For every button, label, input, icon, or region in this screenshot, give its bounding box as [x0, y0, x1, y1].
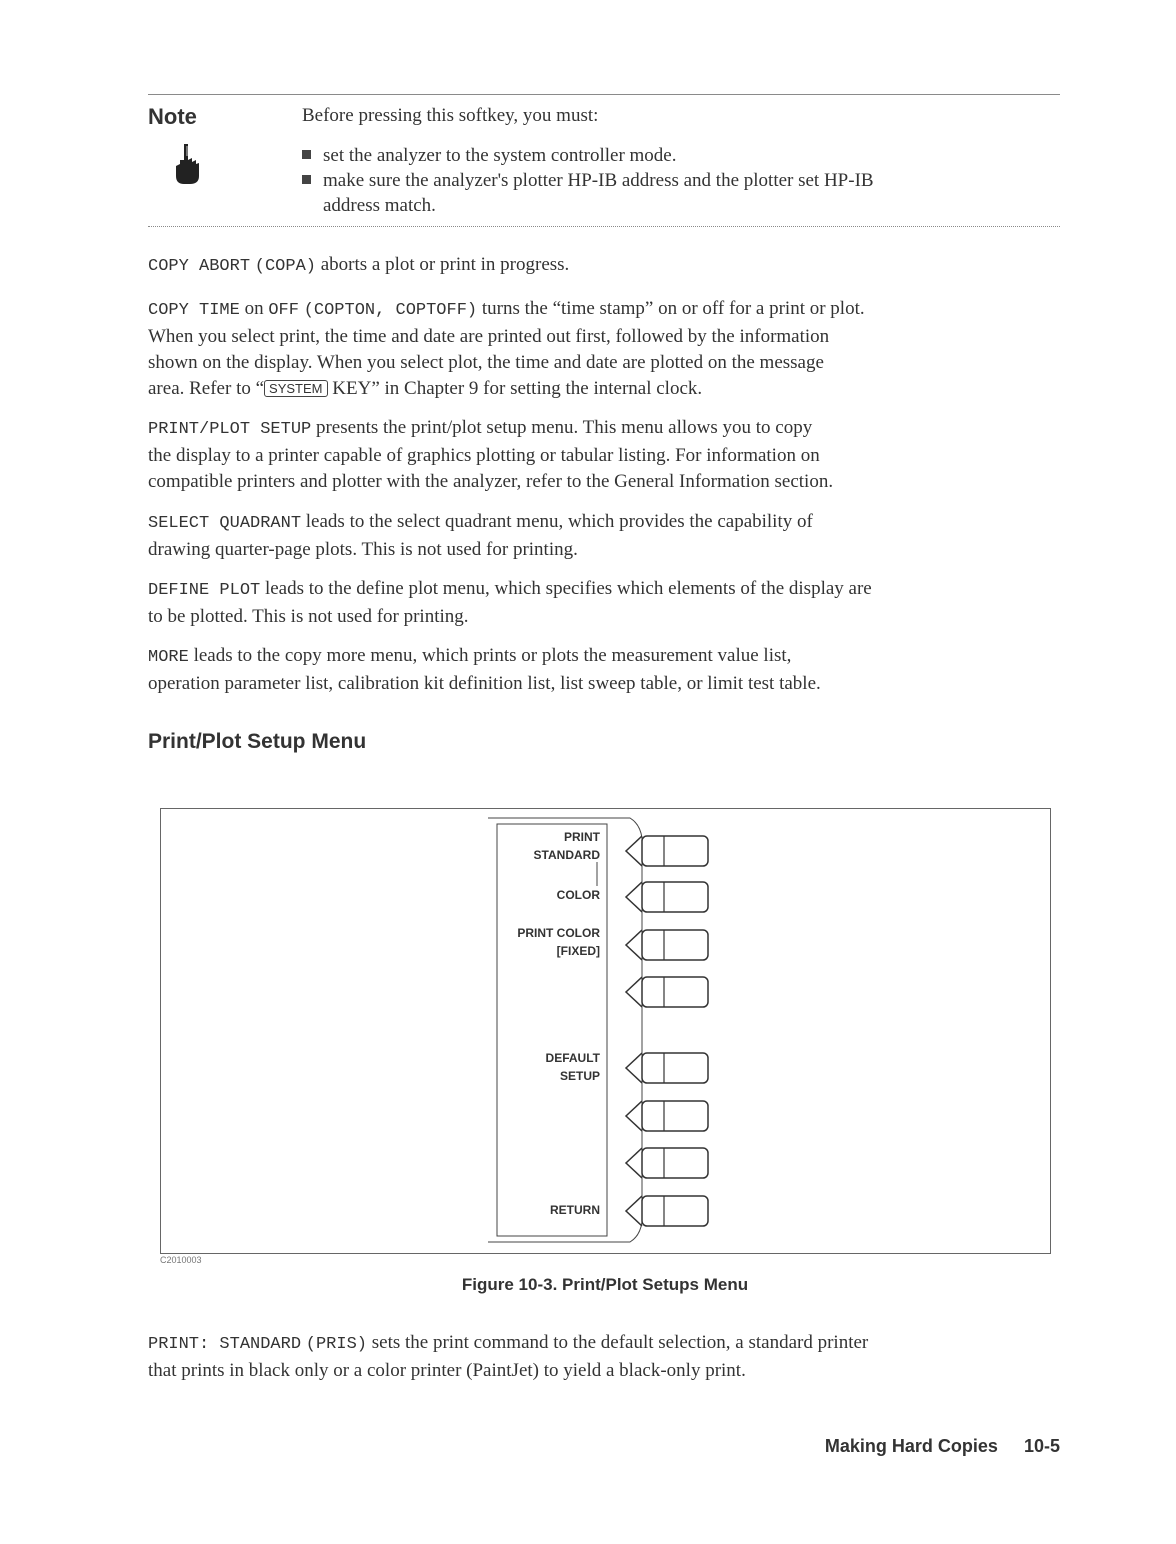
note-label: Note: [148, 104, 197, 129]
softkey-define-plot: DEFINE PLOT: [148, 581, 261, 600]
figure-id: C2010003: [160, 1255, 202, 1265]
figure-caption: Figure 10-3. Print/Plot Setups Menu: [461, 1275, 749, 1294]
print-plot-setup-line-1: presents the print/plot setup menu. This menu allows you to copy: [315, 417, 813, 438]
softkey-row-1: [620, 834, 712, 868]
para-copy-time: [148, 296, 865, 402]
section-heading: Print/Plot Setup Menu: [148, 730, 367, 753]
softkey-label-default: DEFAULT: [545, 1051, 600, 1065]
note-intro: Before pressing this softkey, you must:: [302, 105, 599, 126]
print-plot-setup-line-3: compatible printers and plotter with the analyzer, refer to the General Information section.: [148, 471, 834, 492]
softkey-menu-diagram: [480, 814, 730, 1246]
system-keycap: SYSTEM: [264, 380, 327, 397]
softkey-label-fixed: [FIXED]: [556, 944, 600, 958]
footer-page-number: 10-5: [1023, 1436, 1060, 1456]
softkey-more: MORE: [148, 648, 189, 667]
softkey-row-2: [620, 880, 712, 914]
note-top-rule: [148, 94, 1060, 95]
softkey-print-standard: PRINT: STANDARD: [148, 1335, 302, 1354]
copy-time-on: on: [244, 298, 264, 319]
define-plot-line-1: leads to the define plot menu, which specifies which elements of the display are: [264, 578, 872, 599]
copy-time-line-4a: area. Refer to “: [148, 378, 265, 399]
softkey-label-color: COLOR: [556, 888, 600, 902]
cmd-pris: (PRIS): [305, 1335, 367, 1354]
note-bullet-1: [302, 143, 677, 169]
para-define-plot: [148, 576, 872, 630]
para-copy-abort: [148, 252, 569, 280]
more-line-2: operation parameter list, calibration kit definition list, list sweep table, or limit test table.: [148, 673, 821, 694]
softkey-label-standard: STANDARD: [533, 848, 600, 862]
softkey-label-return: RETURN: [550, 1203, 600, 1217]
para-print-plot-setup: [148, 415, 833, 495]
softkey-copy-abort: COPY ABORT: [148, 257, 251, 276]
copy-abort-desc: aborts a plot or print in progress.: [320, 254, 570, 275]
select-quadrant-line-2: drawing quarter-page plots. This is not used for printing.: [148, 539, 578, 560]
softkey-row-6: [620, 1099, 712, 1133]
softkey-row-3: [620, 928, 712, 962]
softkey-label-setup: SETUP: [559, 1069, 600, 1083]
cmd-copton: (COPTON, COPTOFF): [303, 301, 478, 320]
softkey-row-5: [620, 1051, 712, 1085]
footer: [825, 1436, 1060, 1457]
print-standard-line-1: sets the print command to the default selection, a standard printer: [371, 1332, 869, 1353]
softkey-label-print-color: PRINT COLOR: [517, 926, 600, 940]
softkey-copy-time: COPY TIME: [148, 301, 240, 320]
copy-time-off: OFF: [268, 301, 299, 320]
copy-time-line-3: shown on the display. When you select plot, the time and date are plotted on the message: [148, 352, 824, 373]
note-bottom-rule: [148, 226, 1060, 227]
note-bullet-2-text: make sure the analyzer's plotter HP-IB address and the plotter set HP-IB: [323, 170, 874, 191]
note-bullet-2-cont: address match.: [323, 195, 436, 216]
bullet-marker: [302, 150, 311, 159]
print-plot-setup-line-2: the display to a printer capable of graphics plotting or tabular listing. For information on: [148, 445, 820, 466]
cmd-copa: (COPA): [254, 257, 316, 276]
para-more: [148, 643, 821, 697]
softkey-label-print: PRINT: [564, 830, 600, 844]
softkey-row-4: [620, 975, 712, 1009]
note-bullet-2: [302, 168, 874, 194]
softkey-print-plot-setup: PRINT/PLOT SETUP: [148, 420, 312, 439]
copy-time-line-4b: KEY” in Chapter 9 for setting the internal clock.: [327, 378, 703, 399]
define-plot-line-2: to be plotted. This is not used for printing.: [148, 606, 469, 627]
copy-time-line-2: When you select print, the time and date are printed out first, followed by the information: [148, 326, 830, 347]
bullet-marker: [302, 175, 311, 184]
hand-icon: [170, 142, 204, 186]
para-print-standard: [148, 1330, 868, 1384]
softkey-row-8: [620, 1194, 712, 1228]
copy-time-line-1: turns the “time stamp” on or off for a print or plot.: [481, 298, 865, 319]
softkey-select-quadrant: SELECT QUADRANT: [148, 514, 302, 533]
select-quadrant-line-1: leads to the select quadrant menu, which provides the capability of: [305, 511, 813, 532]
note-bullet-1-text: set the analyzer to the system controller mode.: [323, 145, 677, 166]
print-standard-line-2: that prints in black only or a color printer (PaintJet) to yield a black-only print.: [148, 1360, 746, 1381]
footer-chapter: Making Hard Copies: [824, 1436, 998, 1456]
more-line-1: leads to the copy more menu, which prints or plots the measurement value list,: [193, 645, 792, 666]
para-select-quadrant: [148, 509, 813, 563]
softkey-row-7: [620, 1146, 712, 1180]
